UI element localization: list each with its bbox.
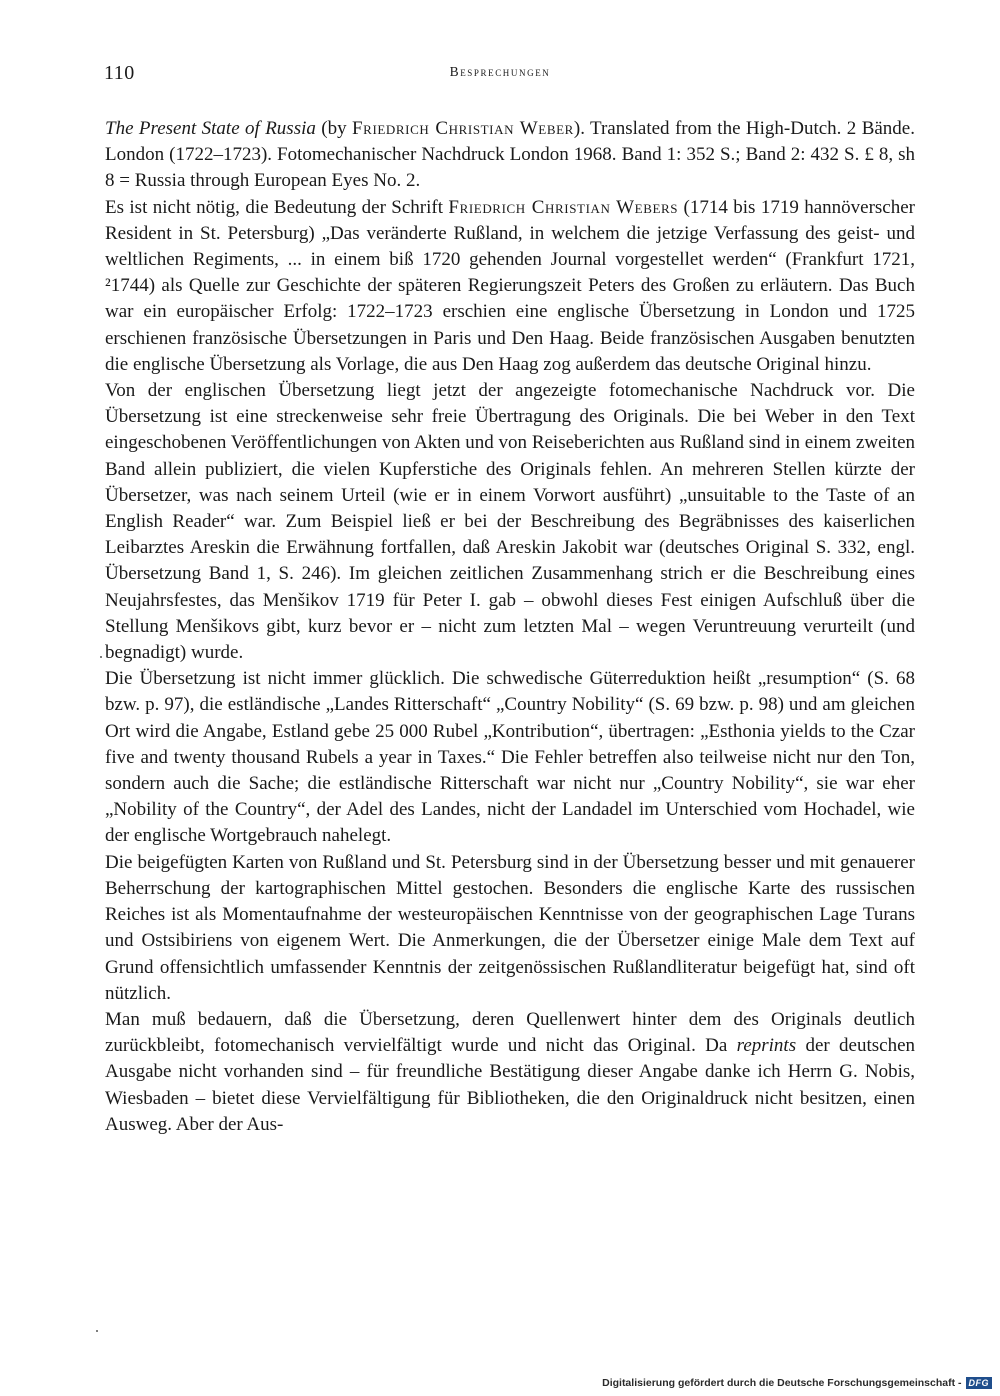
running-head: Besprechungen	[449, 64, 551, 79]
footer-text: Digitalisierung gefördert durch die Deutsche Forschungsgemeinschaft -	[602, 1377, 962, 1389]
paragraph-1	[105, 195, 915, 378]
citation-by: (by	[315, 118, 352, 139]
paragraph-5	[105, 1007, 915, 1138]
digitization-footer	[602, 1377, 992, 1389]
book-title: The Present State of Russia	[105, 118, 316, 139]
paragraph-5-rest: der deutschen Ausgabe nicht vorhanden sind – für freundliche Bestätigung dieser Angabe danke ich Herrn G. Nobis, Wiesbaden – bietet diese Vervielfältigung für Bibliotheken, die den Originaldruck nicht besitzen, einen Ausweg. Aber der Aus-	[105, 1035, 916, 1135]
paragraph-1-author: Friedrich Christian Webers	[448, 196, 679, 218]
paragraph-3: Die Übersetzung ist nicht immer glücklich. Die schwedische Güterreduktion heißt „resumption“ (S. 68 bzw. p. 97), die estländische „Landes Ritterschaft“ „Country Nobility“ (S. 69 bzw. p. 98) und am gleichen Ort wird die Angabe, Estland gebe 25 000 Rubel „Kontribution“, übertragen: „Esthonia yields to the Czar five and twenty thousand Rubels a year in Taxes.“ Die Fehler betreffen also teilweise nicht nur den Ton, sondern auch die Sache; die estländische Ritterschaft war nicht nur „Country Nobility“, sie war eher „Nobility of the Country“, der Adel des Landes, nicht der Landadel im Unterschied vom Hochadel, wie der englische Wortgebrauch nahelegt.	[105, 668, 915, 847]
paragraph-1-rest: (1714 bis 1719 hannöverscher Resident in St. Petersburg) „Das veränderte Rußland, in welchem die jetzige Verfassung des geist- und weltlichen Regiments, ... in einem biß 1720 gehenden Journal vorgestellet werden“ (Frankfurt 1721, ²1744) als Quelle zur Geschichte der späteren Regierungszeit Peters des Großen zu erläutern. Das Buch war ein europäischer Erfolg: 1722–1723 erschien eine englische Übersetzung in London und 1725 erschienen französische Übersetzungen in Paris und Den Haag. Beide französischen Ausgaben benutzten die englische Übersetzung als Vorlage, die aus Den Haag zog außerdem das deutsche Original hinzu.	[105, 196, 915, 375]
page-number: 110	[104, 62, 135, 84]
citation-details: ). Translated from the High-Dutch. 2 Bände. London (1722–1723). Fotomechanischer Nachdruck London 1968. Band 1: 352 S.; Band 2: 432 S. £ 8, sh 8 = Russia through European Eyes No. 2.	[105, 118, 915, 192]
paragraph-1-start: Es ist nicht nötig, die Bedeutung der Schrift	[105, 196, 449, 218]
review-content	[105, 116, 915, 1138]
paragraph-4: Die beigefügten Karten von Rußland und St. Petersburg sind in der Übersetzung besser und mit genauerer Beherrschung der kartographischen Mittel gestochen. Besonders die englische Karte des russischen Reiches ist als Momentaufnahme der westeuropäischen Kenntnisse von der geographischen Lage Turans und Ostsibiriens von eigenem Wert. Die Anmerkungen, die der Übersetzer einige Male dem Text auf Grund offensichtlich umfassender Kenntnis der zeitgenössischen Rußlandliteratur beigefügt hat, sind oft nützlich.	[105, 851, 915, 1004]
paragraph-2: Von der englischen Übersetzung liegt jetzt der angezeigte fotomechanische Nachdruck vor. Die Übersetzung ist eine streckenweise sehr freie Übertragung des Originals. Die bei Weber in den Text eingeschobenen Veröffentlichungen von Akten und von Reiseberichten aus Rußland sind in einem zweiten Band allein publiziert, die vielen Kupferstiche des Originals fehlen. An mehreren Stellen kürzte der Übersetzer, was nach seinem Urteil (wie er in einem Vorwort ausführt) „unsuitable to the Taste of an English Reader“ war. Zum Beispiel ließ er bei der Beschreibung des Begräbnisses des kaiserlichen Leibarztes Areskin die Erwähnung fortfallen, daß Areskin Jakobit war (deutsches Original S. 332, engl. Übersetzung Band 1, S. 246). Im gleichen zeitlichen Zusammenhang strich er die Beschreibung eines Neujahrsfestes, das Menšikov 1719 für Peter I. gab – obwohl dieses Fest einigen Aufschluß über die Stellung Menšikovs gibt, kurz bevor er – nicht zum letzten Mal – wegen Veruntreuung verurteilt (und begnadigt) wurde.	[105, 380, 915, 664]
dfg-logo-icon: DFG	[966, 1377, 993, 1389]
paragraph-5-italic: reprints	[736, 1035, 797, 1057]
scan-speck	[100, 656, 102, 658]
bibliographic-citation	[105, 116, 915, 195]
scan-speck	[96, 1330, 98, 1332]
citation-author: Friedrich Christian Weber	[352, 118, 574, 139]
paragraph-5-start: Man muß bedauern, daß die Übersetzung, deren Quellenwert hinter dem des Originals deutlich zurückbleibt, fotomechanisch vervielfältigt wurde und nicht das Original. Da	[105, 1008, 915, 1057]
